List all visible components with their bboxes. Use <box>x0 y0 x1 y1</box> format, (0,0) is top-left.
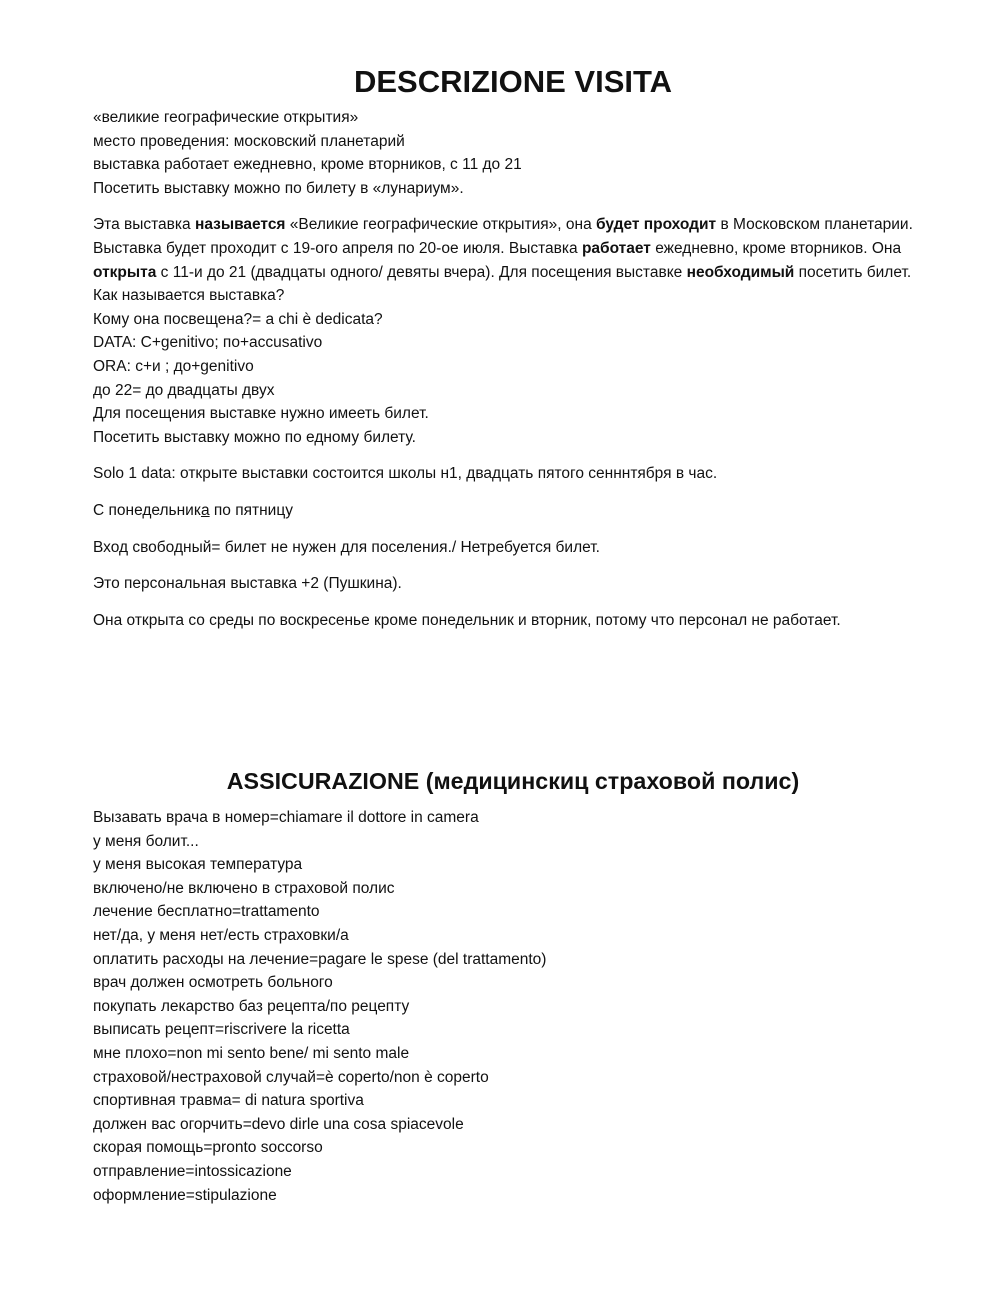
vocab-line: Вызавать врача в номер=chiamare il dottore in camera <box>93 809 479 826</box>
intro-line: Посетить выставку можно по билету в «лунариум». <box>93 179 464 197</box>
vocab-line: спортивная травма= di natura sportiva <box>93 1092 364 1110</box>
title-bold-part: ASSICURAZIONE ( <box>226 768 434 794</box>
para-bold: будет проходит <box>596 216 717 234</box>
para-text: ежедневно, кроме вторников. Она <box>650 239 902 257</box>
question-line: DATA: C+genitivo; по+accusativo <box>93 334 323 352</box>
vocab-line: скорая помощь=pronto soccorso <box>93 1139 323 1157</box>
vocab-line: покупать лекарство баз рецепта/по рецепту <box>93 997 410 1015</box>
solo-data-line: Solo 1 data: открыте выставки состоится школы н1, двадцать пятого сенннтября в час. <box>93 465 718 483</box>
questions-block <box>93 284 933 402</box>
para-text: посетить билет. <box>794 263 912 281</box>
para-text: «Великие географические открытия», она <box>285 216 597 234</box>
vocab-line: мне плохо=non mi sento bene/ mi sento male <box>93 1044 410 1062</box>
question-line: Кому она посвещена?= a chi è dedicata? <box>93 310 383 328</box>
vocab-line: должен вас огорчить=devo dirle una cosa spiacevole <box>93 1115 464 1133</box>
vocab-line: нет/да, у меня нет/есть страховки/а <box>93 926 349 944</box>
free-entry-line: Вход свободный= билет не нужен для поселения./ Нетребуется билет. <box>93 538 600 556</box>
vocab-line: включено/не включено в страховой полис <box>93 879 395 897</box>
vocab-line: лечение бесплатно=trattamento <box>93 903 320 921</box>
para-bold: необходимый <box>686 263 795 281</box>
ticket-line: Посетить выставку можно по едному билету. <box>93 428 416 446</box>
vocab-line: у меня высокая температура <box>93 856 303 874</box>
weekdays-text: С понедельник <box>93 501 201 519</box>
intro-line: место проведения: московский планетарий <box>93 132 405 150</box>
para-bold: работает <box>581 239 651 257</box>
opening-days-line: Она открыта со среды по воскресенье кроме понедельник и вторник, потому что персонал не работает. <box>93 611 841 629</box>
title-regular-part: медицинскиц страховой полис) <box>433 768 800 794</box>
ticket-line: Для посещения выставке нужно имееть билет. <box>93 405 429 423</box>
vocab-line: отправление=intossicazione <box>93 1162 292 1180</box>
weekdays-text: по пятницу <box>209 501 293 519</box>
para-bold: открыта <box>93 263 157 281</box>
description-paragraph <box>93 213 933 284</box>
vocabulary-list <box>93 806 933 1207</box>
weekdays-line <box>93 499 933 523</box>
para-text: Эта выставка <box>93 216 195 234</box>
question-line: до 22= до двадцаты двух <box>93 381 275 399</box>
section-title-assicurazione <box>93 770 933 793</box>
para-bold: называется <box>194 216 286 234</box>
vocab-line: выписать рецепт=riscrivere la ricetta <box>93 1021 350 1039</box>
intro-line: «великие географические открытия» <box>93 109 359 126</box>
vocab-line: оформление=stipulazione <box>93 1186 277 1204</box>
question-line: ORA: с+и ; до+genitivo <box>93 357 254 375</box>
vocab-line: у меня болит... <box>93 832 199 850</box>
vocab-line: оплатить расходы на лечение=pagare le spese (del trattamento) <box>93 950 547 968</box>
vocab-line: страховой/нестраховой случай=è coperto/non è coperto <box>93 1068 489 1086</box>
vocab-line: врач должен осмотреть больного <box>93 974 333 992</box>
para-text: в Московском планетарии. Выставка будет проходит с 19-ого апреля по 20-ое июля. Выставка <box>93 216 913 257</box>
document-page <box>93 64 933 632</box>
intro-line: выставка работает ежедневно, кроме вторников, с 11 до 21 <box>93 156 522 174</box>
section-title-descrizione: DESCRIZIONE VISITA <box>353 64 673 99</box>
assicurazione-section <box>93 770 933 1207</box>
personal-exhibit-line: Это персональная выставка +2 (Пушкина). <box>93 575 402 593</box>
question-line: Как называется выставка? <box>93 287 285 305</box>
intro-block <box>93 106 933 200</box>
ticket-block <box>93 402 933 449</box>
para-text: с 11-и до 21 (двадцаты одного/ девяты вчера). Для посещения выставке <box>156 263 687 281</box>
weekdays-underlined: а <box>200 501 210 519</box>
